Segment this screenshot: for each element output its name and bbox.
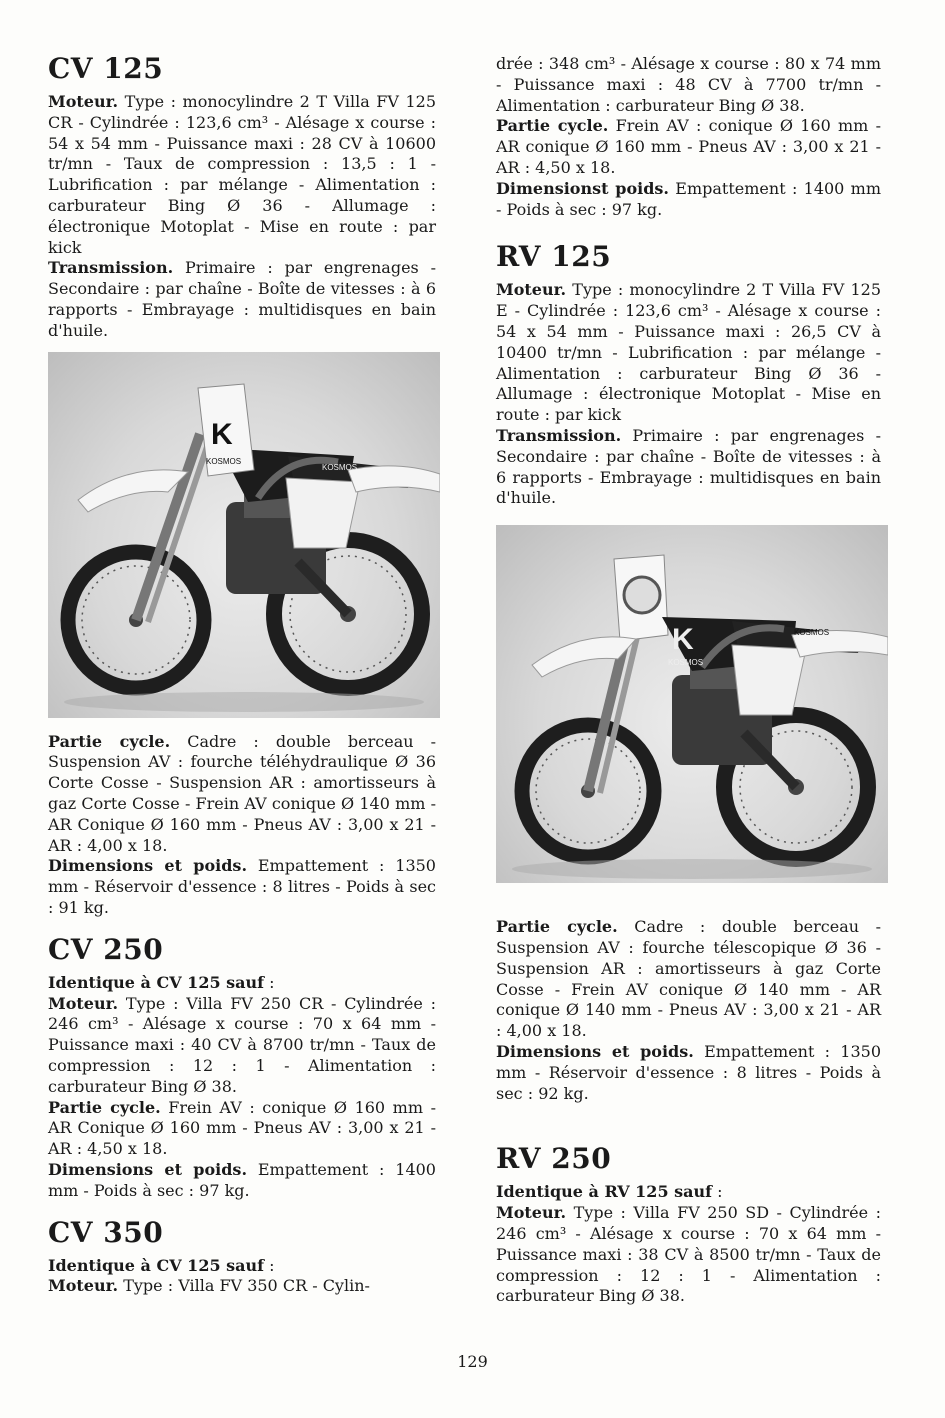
motorcycle-illustration-rv — [496, 525, 888, 883]
rv125-engine-spec — [496, 280, 881, 426]
page-number: 129 — [457, 1352, 488, 1371]
cv125-engine-text: Type : monocylindre 2 T Villa FV 125 CR - Cylindrée : 123,6 cm³ - Alésage x course : 54 x 54 mm - Puissance maxi : 28 CV à 10600 tr/mn - Taux de compression : 13,5 : 1 - Lubrification : par mélange - Alimentation : carburateur Bing Ø 36 - Allumage : électronique Motoplat - Mise en route : par kick — [48, 92, 436, 257]
rv125-chassis-label: Partie cycle. — [496, 917, 618, 937]
cv125-dimensions-label: Dimensions et poids. — [48, 856, 248, 876]
rv125-engine-label: Moteur. — [496, 280, 567, 300]
cv350-identical-note — [48, 1256, 436, 1277]
cv350-dimensions-spec — [496, 179, 881, 221]
cv350-engine-label: Moteur. — [48, 1276, 119, 1296]
cv350-title: CV 350 — [48, 1215, 164, 1249]
rv125-logo-letter: K — [672, 623, 694, 657]
cv125-title: CV 125 — [48, 52, 164, 85]
cv350-identical-suffix: : — [264, 1255, 275, 1275]
cv350-chassis-spec — [496, 116, 881, 178]
rv125-engine-text: Type : monocylindre 2 T Villa FV 125 E - Cylindrée : 123,6 cm³ - Alésage x course : 54 x 54 mm - Puissance maxi : 26,5 CV à 10400 tr/mn - Lubrification : par mélange - Alimentation : carburateur Bing Ø 36 - Allumage : électronique Motoplat - Mise en route : par kick — [496, 280, 881, 425]
cv250-dimensions-spec — [48, 1160, 436, 1202]
motorcycle-illustration — [48, 352, 440, 718]
cv125-chassis-spec — [48, 732, 436, 857]
rv125-chassis-text: Cadre : double berceau - Suspension AV : fourche télescopique Ø 36 - Suspension AR : amortisseurs à gaz Corte Cosse - Frein AV conique Ø 140 mm - AR conique Ø 140 mm - Pneus AV : 3,00 x 21 - AR : 4,00 x 18. — [496, 917, 881, 1041]
cv250-chassis-text: Frein AV : conique Ø 160 mm - AR Conique Ø 160 mm - Pneus AV : 3,00 x 21 - AR : 4,50 x 18. — [48, 1097, 436, 1159]
cv125-tank-text: KOSMOS — [322, 462, 358, 472]
cv350-chassis-text: Frein AV : conique Ø 160 mm - AR conique Ø 160 mm - Pneus AV : 3,00 x 21 - AR : 4,50 x 18. — [496, 116, 881, 177]
cv125-chassis-text: Cadre : double berceau - Suspension AV : fourche téléhydraulique Ø 36 Corte Cosse - Suspension AR : amortisseurs à gaz Corte Cosse - Frein AV conique Ø 140 mm - AR Conique Ø 160 mm - Pneus AV : 3,00 x 21 - AR : 4,00 x 18. — [48, 731, 436, 855]
rv125-chassis-spec — [496, 917, 881, 1042]
rv250-engine-label: Moteur. — [496, 1203, 567, 1223]
rv250-identical-label: Identique à RV 125 sauf — [496, 1182, 713, 1202]
cv125-transmission-label: Transmission. — [48, 258, 174, 278]
rv250-engine-text: Type : Villa FV 250 SD - Cylindrée : 246 cm³ - Alésage x course : 70 x 64 mm - Puissance maxi : 38 CV à 8500 tr/mn - Taux de compression : 12 : 1 - Alimentation : carburateur Bing Ø 38. — [496, 1203, 881, 1306]
rv125-tank-text: KOSMOS — [794, 628, 830, 638]
rv250-identical-note — [496, 1182, 881, 1203]
cv350-engine-text-continued: drée : 348 cm³ - Alésage x course : 80 x 74 mm - Puissance maxi : 48 CV à 7700 tr/mn - Alimentation : carburateur Bing Ø 38. — [496, 54, 881, 115]
rv250-engine-spec — [496, 1203, 881, 1307]
cv125-dimensions-text: Empattement : 1350 mm - Réservoir d'essence : 8 litres - Poids à sec : 91 kg. — [48, 856, 436, 917]
cv125-motorcycle-photo — [48, 352, 440, 718]
cv350-dimensions-label: Dimensionst poids. — [496, 178, 669, 198]
cv125-chassis-label: Partie cycle. — [48, 731, 171, 751]
cv250-engine-text: Type : Villa FV 250 CR - Cylindrée : 246 cm³ - Alésage x course : 70 x 64 mm - Puissance maxi : 40 CV à 8700 tr/mn - Taux de compression : 12 : 1 - Alimentation : carburateur Bing Ø 38. — [48, 993, 436, 1096]
rv125-motorcycle-photo — [496, 525, 888, 883]
cv250-identical-note — [48, 973, 436, 994]
cv250-dimensions-label: Dimensions et poids. — [48, 1159, 248, 1179]
cv250-identical-suffix: : — [264, 972, 275, 992]
rv125-logo-sub: KOSMOS — [668, 658, 704, 668]
rv125-transmission-text: Primaire : par engrenages - Secondaire : par chaîne - Boîte de vitesses : à 6 rapports - Embrayage : multidisques en bain d'huile. — [496, 425, 881, 508]
cv350-engine-spec — [48, 1276, 436, 1297]
cv125-engine-spec — [48, 92, 436, 258]
cv125-transmission-text: Primaire : par engrenages - Secondaire : par chaîne - Boîte de vitesses : à 6 rapports - Embrayage : multidisques en bain d'huile. — [48, 258, 436, 340]
cv250-chassis-spec — [48, 1098, 436, 1160]
cv125-engine-label: Moteur. — [48, 92, 119, 111]
right-column — [496, 54, 881, 1307]
cv250-engine-label: Moteur. — [48, 993, 119, 1013]
cv125-logo-sub: KOSMOS — [206, 456, 242, 466]
rv250-title: RV 250 — [496, 1142, 612, 1176]
rv125-dimensions-label: Dimensions et poids. — [496, 1041, 694, 1061]
cv350-identical-label: Identique à CV 125 sauf — [48, 1255, 265, 1275]
rv125-transmission-label: Transmission. — [496, 425, 622, 445]
cv350-engine-text: Type : Villa FV 350 CR - Cylin- — [123, 1276, 370, 1296]
rv125-dimensions-text: Empattement : 1350 mm - Réservoir d'essence : 8 litres - Poids à sec : 92 kg. — [496, 1041, 882, 1103]
rv125-title: RV 125 — [496, 240, 612, 274]
cv125-dimensions-spec — [48, 856, 436, 918]
cv350-dimensions-text: Empattement : 1400 mm - Poids à sec : 97 kg. — [496, 178, 881, 219]
cv250-engine-spec — [48, 994, 436, 1098]
left-column — [48, 52, 436, 1297]
cv350-chassis-label: Partie cycle. — [496, 116, 609, 136]
cv350-engine-continued — [496, 54, 881, 116]
cv125-logo-letter: K — [211, 417, 233, 451]
cv250-dimensions-text: Empattement : 1400 mm - Poids à sec : 97 kg. — [48, 1159, 436, 1200]
cv250-chassis-label: Partie cycle. — [48, 1097, 161, 1117]
cv250-title: CV 250 — [48, 932, 164, 966]
rv250-identical-suffix: : — [712, 1182, 723, 1202]
rv125-dimensions-spec — [496, 1042, 881, 1104]
cv250-identical-label: Identique à CV 125 sauf — [48, 972, 265, 992]
rv125-transmission-spec — [496, 426, 881, 509]
cv125-transmission-spec — [48, 258, 436, 341]
